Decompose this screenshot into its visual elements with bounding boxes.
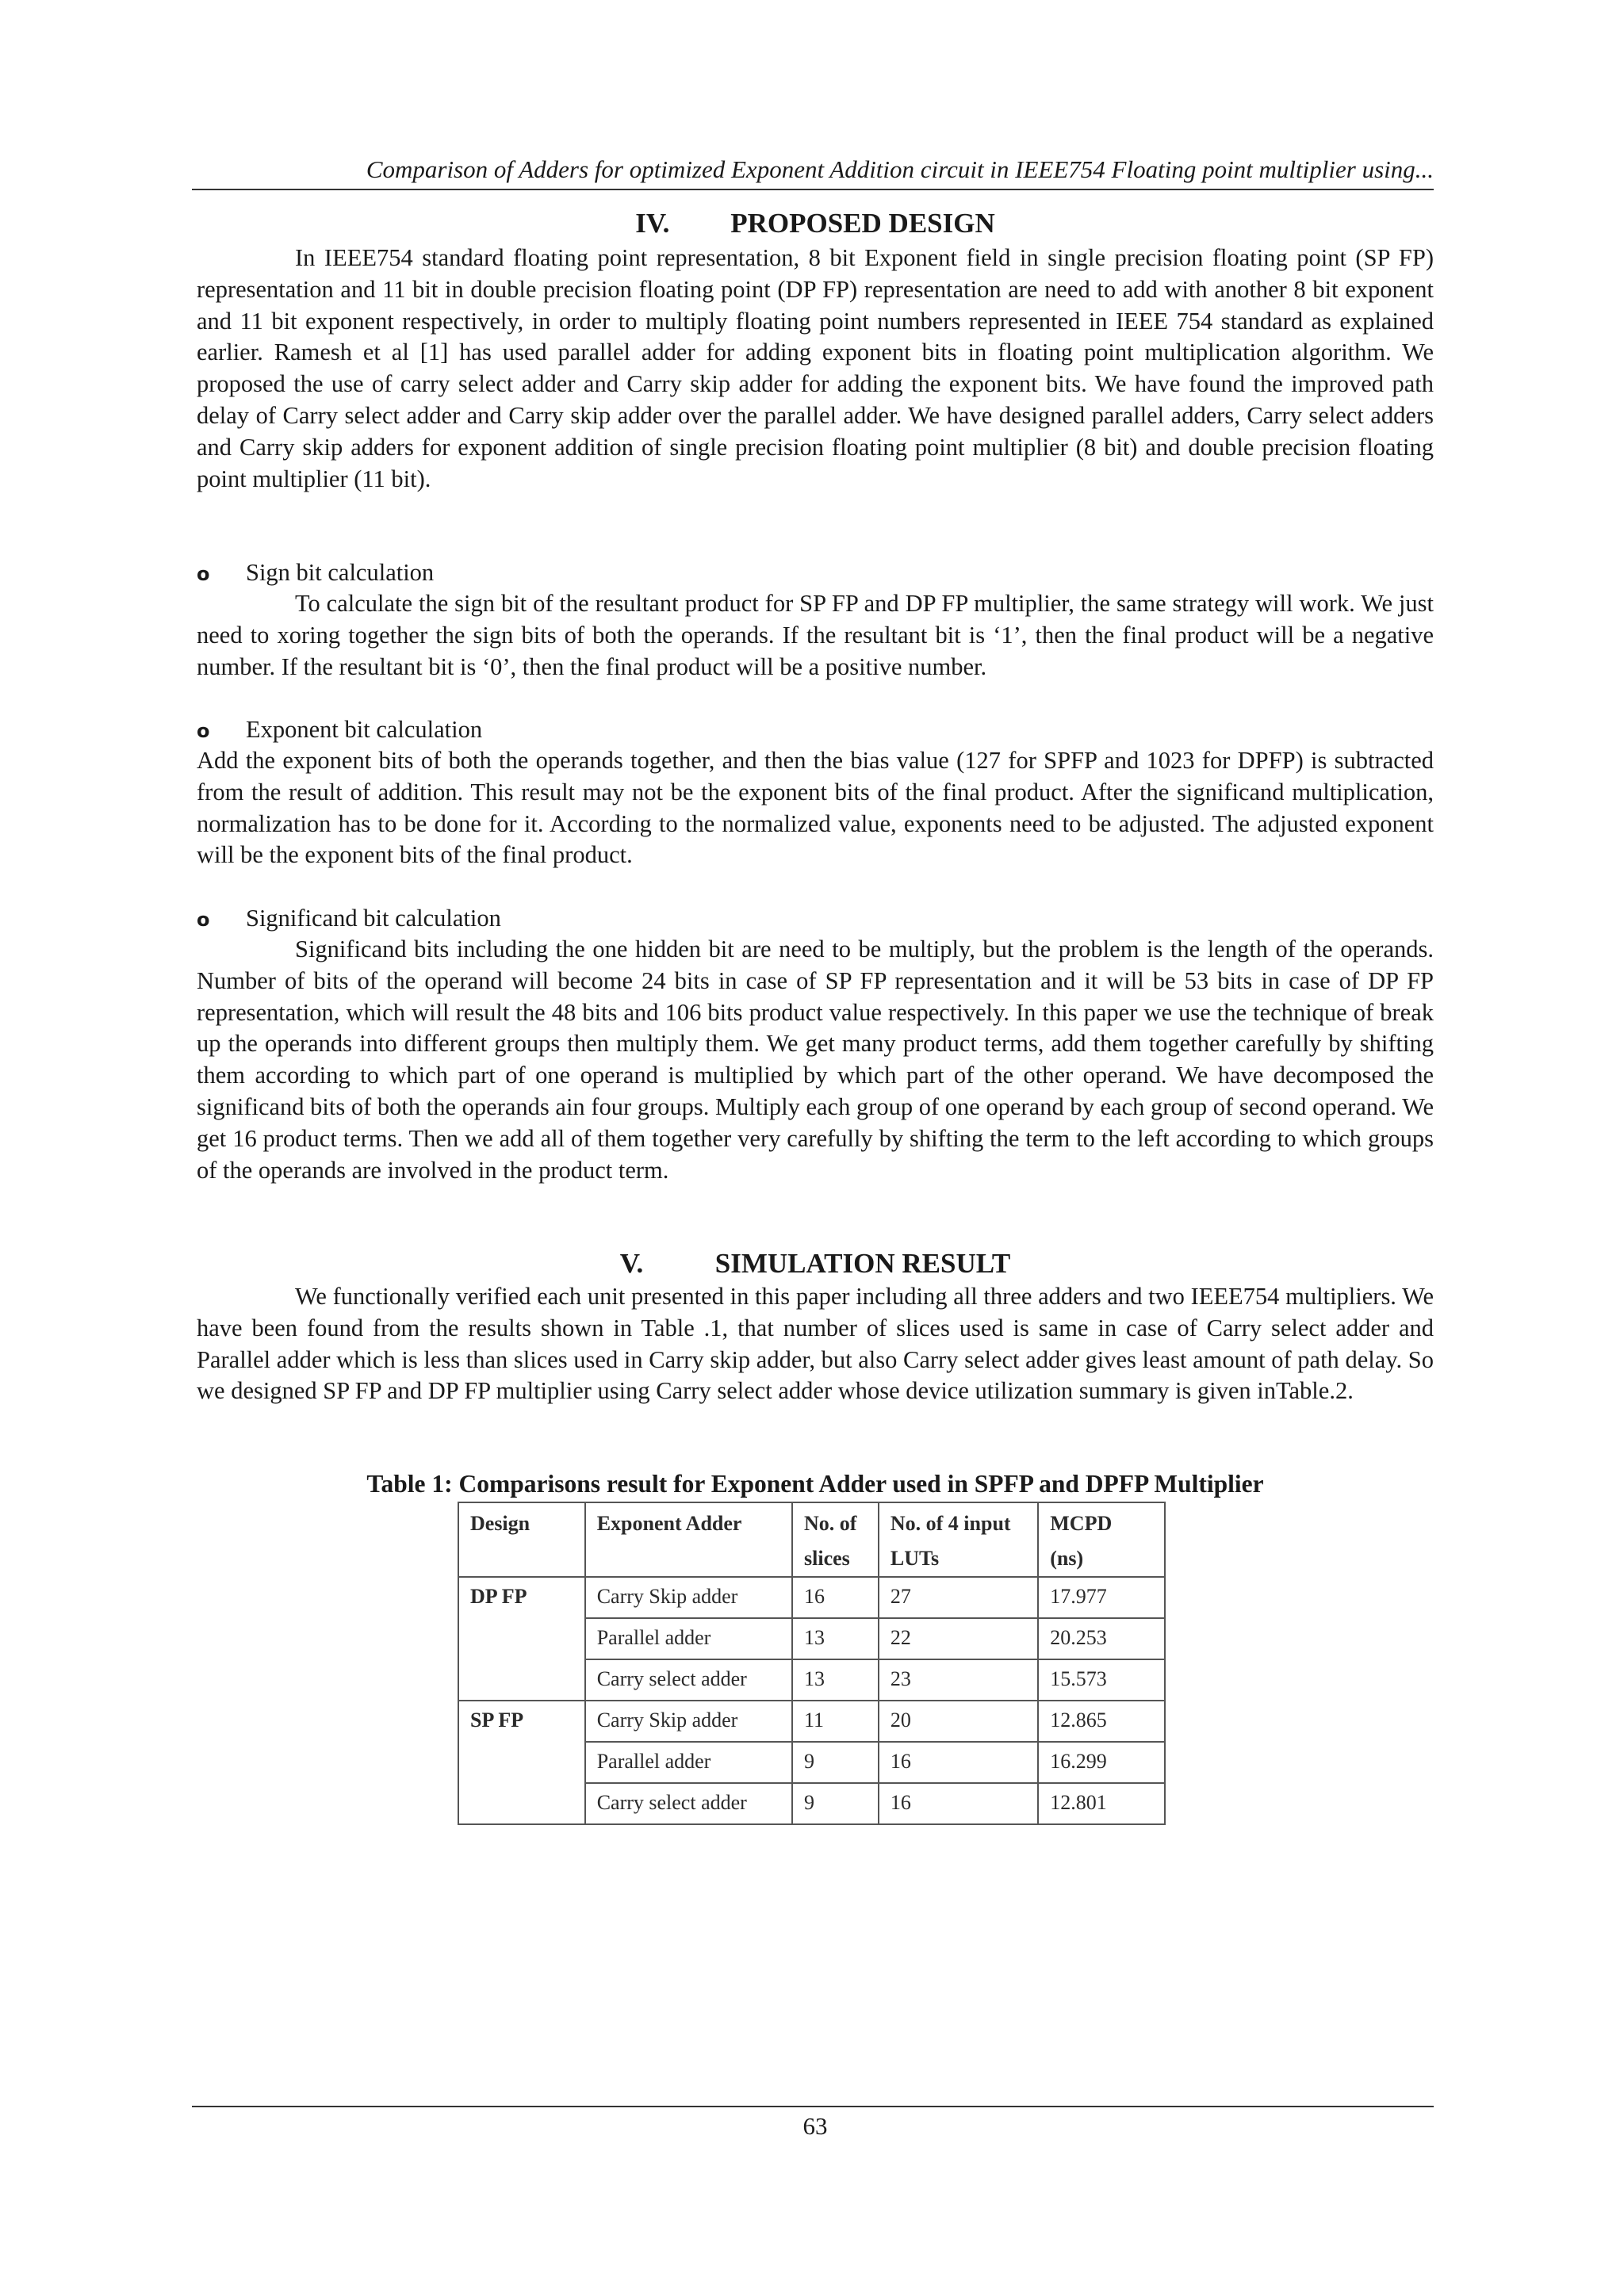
section-4-heading [197,208,1434,239]
slices-cell: 13 [792,1618,879,1659]
header-exponent-adder: Exponent Adder [585,1502,792,1577]
table-1 [458,1502,1166,1825]
adder-cell: Parallel adder [585,1618,792,1659]
table-row [458,1701,1165,1742]
section-4-paragraph: In IEEE754 standard floating point representation, 8 bit Exponent field in single precision floating point (SP FP) representation and 11 bit in double precision floating point (DP FP) representation are need to add with another 8 bit exponent and 11 bit exponent respectively, in order to multiply floating point numbers represented in IEEE 754 standard as explained earlier. Ramesh et al [1] has used parallel adder for adding exponent bits in floating point multiplication algorithm. We proposed the use of carry select adder and Carry skip adder for adding the exponent bits. We have found the improved path delay of Carry select adder and Carry skip adder over the parallel adder. We have designed parallel adders, Carry select adders and Carry skip adders for exponent addition of single precision floating point multiplier (8 bit) and double precision floating point multiplier (11 bit). [197,244,1434,492]
table-header-row [458,1502,1165,1577]
header-rule [192,189,1434,190]
slices-cell: 16 [792,1577,879,1618]
adder-cell: Carry Skip adder [585,1577,792,1618]
page-number: 63 [802,2112,828,2140]
slices-cell: 9 [792,1742,879,1783]
mcpd-cell: 12.865 [1038,1701,1165,1742]
header-slices: No. of slices [792,1502,879,1577]
slices-cell: 11 [792,1701,879,1742]
section-5-heading [197,1248,1434,1280]
bullet-marker: o [197,720,210,742]
section-4-title: PROPOSED DESIGN [730,208,995,239]
adder-cell: Parallel adder [585,1742,792,1783]
luts-cell: 16 [879,1783,1038,1824]
bullet-label: Exponent bit calculation [246,716,483,743]
bullet-marker: o [197,909,210,931]
adder-cell: Carry Skip adder [585,1701,792,1742]
bullet-exponent-bit [197,714,1434,747]
bullet-marker: o [197,563,210,585]
luts-cell: 23 [879,1659,1038,1701]
luts-cell: 20 [879,1701,1038,1742]
header-luts: No. of 4 input LUTs [879,1502,1038,1577]
header-design: Design [458,1502,585,1577]
mcpd-cell: 20.253 [1038,1618,1165,1659]
header-mcpd: MCPD (ns) [1038,1502,1165,1577]
adder-cell: Carry select adder [585,1659,792,1701]
section-4-number: IV. [635,208,670,239]
mcpd-cell: 16.299 [1038,1742,1165,1783]
section-5-paragraph: We functionally verified each unit presented in this paper including all three adders and two IEEE754 multipliers. We have been found from the results shown in Table .1, that number of slices used is same in case of Carry select adder and Parallel adder which is less than slices used in Carry skip adder, but also Carry select adder gives least amount of path delay. So we designed SP FP and DP FP multiplier using Carry select adder whose device utilization summary is given inTable.2. [197,1283,1434,1405]
design-cell: DP FP [458,1577,585,1701]
luts-cell: 22 [879,1618,1038,1659]
table-1-caption: Table 1: Comparisons result for Exponent Adder used in SPFP and DPFP Multiplier [366,1470,1264,1498]
section-5-number: V. [619,1248,644,1279]
section-5-title: SIMULATION RESULT [714,1248,1011,1279]
luts-cell: 16 [879,1742,1038,1783]
design-cell: SP FP [458,1701,585,1824]
footer-rule [192,2106,1434,2107]
bullet-significand-bit [197,902,1434,936]
bullet-sign-bit [197,557,1434,590]
table-row [458,1577,1165,1618]
bullet-label: Sign bit calculation [246,559,435,586]
adder-cell: Carry select adder [585,1783,792,1824]
exponent-bit-paragraph: Add the exponent bits of both the operands together, and then the bias value (127 for SPFP and 1023 for DPFP) is subtracted from the result of addition. This result may not be the exponent bits of the final product. After the significand multiplication, normalization has to be done for it. According to the normalized value, exponents need to be adjusted. The adjusted exponent will be the exponent bits of the final product. [197,747,1434,869]
running-head: Comparison of Adders for optimized Exponent Addition circuit in IEEE754 Floating point multiplier using... [366,155,1434,183]
mcpd-cell: 17.977 [1038,1577,1165,1618]
luts-cell: 27 [879,1577,1038,1618]
sign-bit-paragraph: To calculate the sign bit of the resultant product for SP FP and DP FP multiplier, the same strategy will work. We just need to xoring together the sign bits of both the operands. If the resultant bit is ‘1’, then the final product will be a negative number. If the resultant bit is ‘0’, then the final product will be a positive number. [197,590,1434,680]
significand-bit-paragraph: Significand bits including the one hidden bit are need to be multiply, but the problem is the length of the operands. Number of bits of the operand will become 24 bits in case of SP FP representation and it will be 53 bits in case of DP FP representation, which will result the 48 bits and 106 bits product value respectively. In this paper we use the technique of break up the operands into different groups then multiply them. We get many product terms, add them together carefully by shifting them according to which part of one operand is multiplied by which part of the other operand. We have decomposed the significand bits of both the operands ain four groups. Multiply each group of one operand by each group of second operand. We get 16 product terms. Then we add all of them together very carefully by shifting the term to the left according to which groups of the operands are involved in the product term. [197,936,1434,1184]
mcpd-cell: 15.573 [1038,1659,1165,1701]
bullet-label: Significand bit calculation [246,905,501,932]
slices-cell: 13 [792,1659,879,1701]
slices-cell: 9 [792,1783,879,1824]
mcpd-cell: 12.801 [1038,1783,1165,1824]
